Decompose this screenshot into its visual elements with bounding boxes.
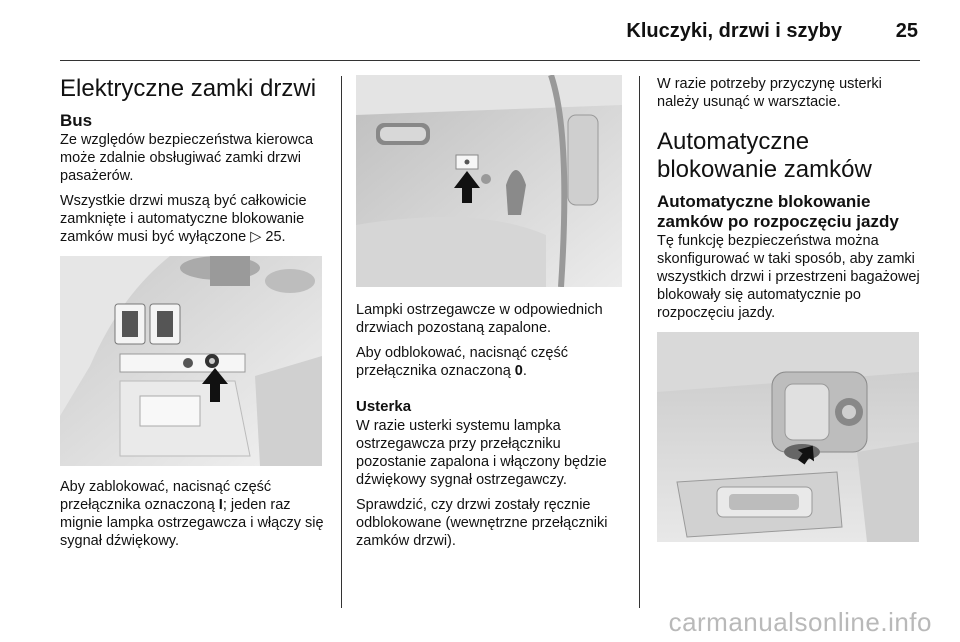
subheading-fault: Usterka (356, 398, 412, 415)
paragraph-auto-lock: Tę funkcję bezpieczeństwa można skonfigurować w taki sposób, aby zamki wszystkich drzwi i przestrzeni bagażowej blokowały się automatycznie po rozpoczęciu jazdy. (657, 233, 920, 321)
spacer (657, 118, 920, 128)
paragraph-lamps-on: Lampki ostrzegawcze w odpowiednich drzwiach pozostaną zapalone. (356, 302, 603, 336)
reference-arrow-icon: ▷ (250, 229, 262, 245)
page-section-title: Kluczyki, drzwi i szyby (626, 20, 842, 42)
unlock-symbol-label: 0 (514, 363, 523, 379)
spacer (356, 387, 626, 397)
paragraph-safety: Ze względów bezpieczeństwa kierowca może zdalnie obsługiwać zamki drzwi pasażerów. (60, 132, 314, 184)
ceiling-console-illustration (657, 332, 919, 542)
paragraph-workshop: W razie potrzeby przyczynę usterki należy usunąć w warsztacie. (657, 76, 882, 110)
column-2 (356, 75, 626, 557)
header-divider (60, 60, 920, 61)
watermark: carmanualsonline.info (668, 607, 932, 637)
subheading-auto-lock-driving: Automatyczne blokowanie zamków po rozpoczęciu jazdy (657, 192, 899, 231)
paragraph-unlock-instruction (356, 344, 626, 380)
paragraph-check-doors: Sprawdzić, czy drzwi zostały ręcznie odblokowane (wewnętrzne przełączniki zamków drzwi). (356, 497, 608, 549)
dashboard-switch-illustration (60, 256, 322, 466)
paragraph-fault: W razie usterki systemu lampka ostrzegawcza przy przełączniku pozostanie zapalona i włączony będzie dźwiękowy sygnał ostrzegawczy. (356, 418, 607, 488)
paragraph-lock-instruction (60, 478, 328, 550)
column-divider-2 (639, 76, 640, 608)
page-reference[interactable]: 25. (265, 229, 286, 245)
page-number: 25 (895, 20, 918, 42)
door-panel-illustration (356, 75, 622, 287)
paragraph-doors-closed-text: Wszystkie drzwi muszą być całkowicie zamknięte i automatyczne blokowanie zamków musi być wyłączone (60, 193, 307, 245)
subheading-bus: Bus (60, 111, 93, 130)
section-heading-auto-locking: Automatyczne blokowanie zamków (657, 128, 872, 183)
column-divider-1 (341, 76, 342, 608)
lock-instruction-text: Aby zablokować, nacisnąć część przełącznika oznaczoną (60, 479, 272, 513)
column-1 (60, 75, 328, 557)
unlock-instruction-text-end: . (522, 363, 527, 379)
paragraph-doors-closed (60, 192, 328, 246)
section-heading-electric-locks: Elektryczne zamki drzwi (60, 75, 317, 102)
unlock-instruction-text: Aby odblokować, nacisnąć część przełącznika oznaczoną (356, 345, 568, 379)
lock-instruction-text-end: ; jeden raz mignie lampka ostrzegawcza i włączy się sygnał dźwiękowy. (60, 497, 324, 549)
lock-symbol-label: I (218, 497, 223, 513)
column-3 (657, 75, 920, 542)
